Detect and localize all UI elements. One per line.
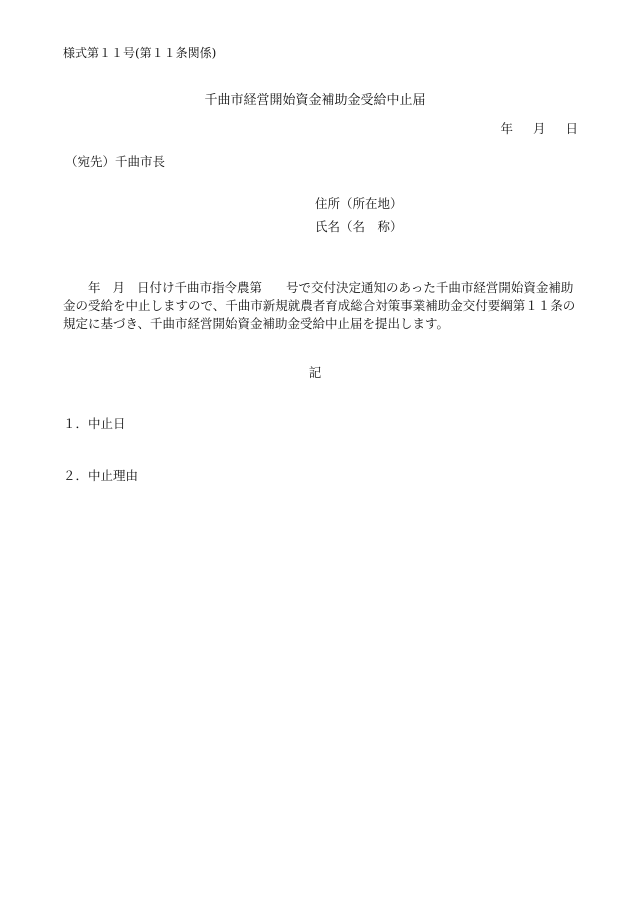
form-number: 様式第１１号(第１１条関係) xyxy=(63,46,217,60)
item-stop-reason: ２．中止理由 xyxy=(63,468,139,483)
item-stop-date: １．中止日 xyxy=(63,416,126,431)
submission-date xyxy=(500,123,578,136)
date-year-label: 年 xyxy=(500,121,513,136)
addressee: （宛先）千曲市長 xyxy=(65,154,166,169)
body-month: 月 xyxy=(112,280,126,295)
applicant-name-label: 氏名（名 称） xyxy=(315,219,403,234)
date-month-label: 月 xyxy=(532,121,546,136)
applicant-block xyxy=(315,198,403,244)
body-date-prefix: 日付け千曲市指令農第 xyxy=(137,280,263,295)
body-date-suffix: 号で交付決定通知のあった千曲市経営開始資金補助金の受給を中止しますので、千曲市新規就農者育成総合対策事業補助金交付要綱第１１条の規定に基づき、千曲市経営開始資金補助金受給中止届を提出します。 xyxy=(63,280,576,331)
note-heading: 記 xyxy=(308,365,322,380)
body-year: 年 xyxy=(88,280,101,295)
date-day-label: 日 xyxy=(565,121,578,136)
applicant-address-label: 住所（所在地） xyxy=(315,196,403,211)
document-title: 千曲市経営開始資金補助金受給中止届 xyxy=(204,93,426,108)
body-paragraph xyxy=(63,279,583,333)
